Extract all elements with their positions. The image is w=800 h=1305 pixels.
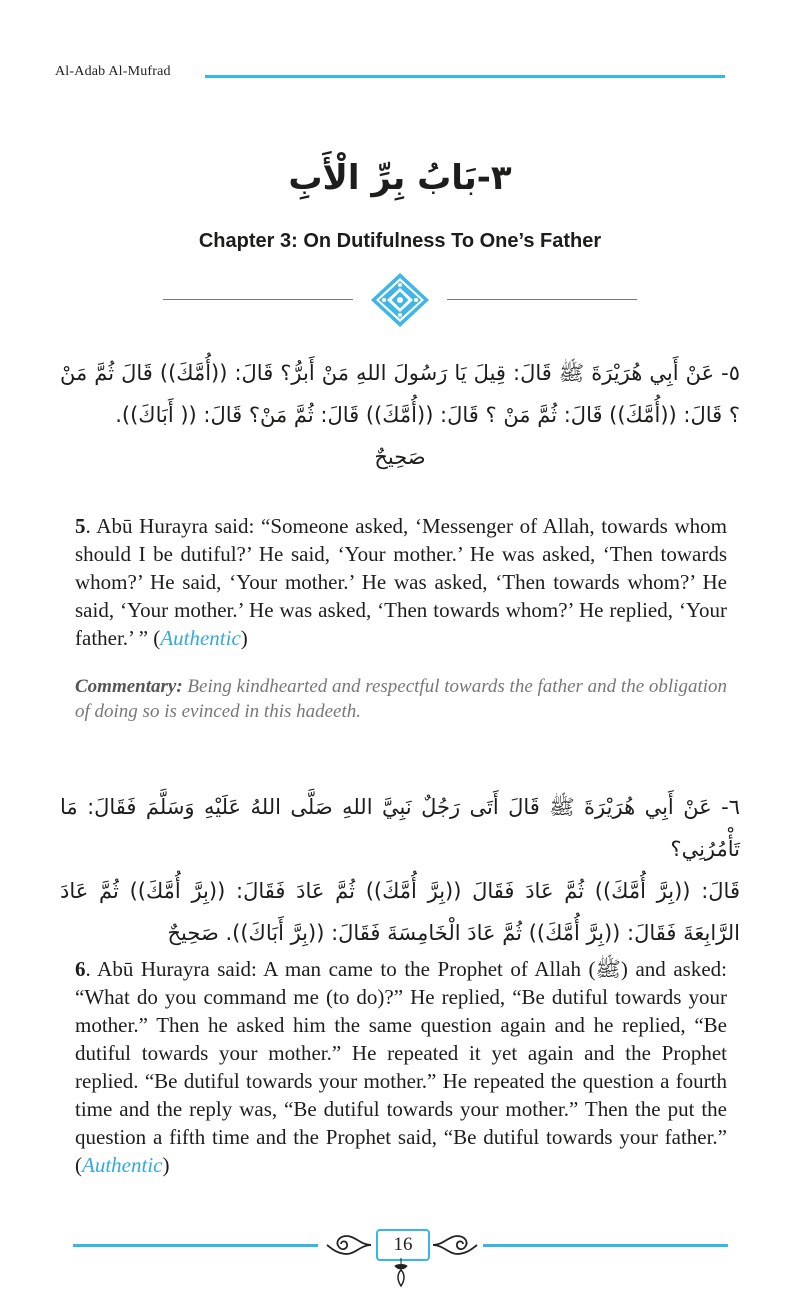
- close-paren: ): [240, 626, 248, 650]
- grade-label: Authentic: [160, 626, 241, 650]
- footer-line-right: [483, 1244, 728, 1247]
- arabic-line: ٦- عَنْ أَبِي هُرَيْرَةَ ﷺ قَالَ أَتَى رَجُلٌ نَبِيَّ اللهِ صَلَّى اللهُ عَلَيْهِ وَسَلَّمَ فَقَالَ: مَا تَأْمُرُنِي؟: [60, 795, 740, 861]
- page-header: [55, 60, 725, 90]
- arabic-line: الرَّابِعَةَ فَقَالَ: ((بِرَّ أُمَّكَ)) ثُمَّ عَادَ الْخَامِسَةَ فَقَالَ: ((بِرَّ أَبَاكَ)). صَحِيحٌ: [167, 921, 740, 945]
- flourish-right-icon: [431, 1228, 479, 1262]
- commentary-text: Being kindhearted and respectful towards the father and the obligation of doing so is evinced in this hadeeth.: [75, 676, 727, 722]
- hadith-text: . Abū Hurayra said: A man came to the Prophet of Allah (ﷺ) and asked: “What do you command me (to do)?” He replied, “Be dutiful towards your mother.” Then he asked him the same question again and he replied, “Be dutiful towards your mother.” He repeated it yet again and the Prophet replied. “Be dutiful towards your mother.” He repeated the question a fourth time and the reply was, “Be dutiful towards your mother.” Then the put the question a fifth time and the Prophet said, “Be dutiful towards your father.” (: [75, 957, 727, 1177]
- diamond-ornament-icon: [370, 272, 430, 328]
- finial-ornament-icon: [391, 1258, 411, 1288]
- arabic-line: ٥- عَنْ أَبِي هُرَيْرَةَ ﷺ قَالَ: قِيلَ يَا رَسُولَ اللهِ مَنْ أَبرُّ؟ قَالَ: ((أُمَّكَ)) قَالَ ثُمَّ مَنْ: [60, 361, 740, 385]
- flourish-left-icon: [325, 1228, 373, 1262]
- hadith-number: 5: [75, 514, 86, 538]
- hadith-5-english: [75, 512, 727, 652]
- english-chapter-title: Chapter 3: On Dutifulness To One’s Father: [198, 230, 602, 252]
- running-title: Al-Adab Al-Mufrad: [55, 64, 171, 79]
- hadith-5-arabic: [60, 352, 740, 478]
- hadith-6-arabic: [60, 786, 740, 954]
- chapter-divider: [163, 270, 637, 330]
- commentary-label: Commentary: [75, 676, 177, 697]
- commentary: [75, 674, 727, 724]
- grade-label: Authentic: [82, 1153, 163, 1177]
- hadith-number: 6: [75, 957, 86, 981]
- commentary-colon: :: [176, 676, 183, 697]
- close-paren: ): [162, 1153, 170, 1177]
- arabic-grade: صَحِيحٌ: [374, 445, 426, 469]
- arabic-line: قَالَ: ((بِرَّ أُمَّكَ)) ثُمَّ عَادَ فَقَالَ ((بِرَّ أُمَّكَ)) ثُمَّ عَادَ فَقَالَ: ((بِرَّ أُمَّكَ)) ثُمَّ عَادَ: [60, 879, 740, 903]
- divider-line-left: [163, 299, 353, 300]
- hadith-6-english: [75, 955, 727, 1179]
- page-footer: [73, 1228, 728, 1288]
- arabic-chapter-title: ٣-بَابُ بِرِّ الْأَبِ: [288, 158, 512, 198]
- page-number: 16: [376, 1229, 430, 1261]
- hadith-text: . Abū Hurayra said: “Someone asked, ‘Messenger of Allah, towards whom should I be dutiful?’ He said, ‘Your mother.’ He was asked, ‘Then towards whom?’ He said, ‘Your mother.’ He was asked, ‘Then towards whom?’ He said, ‘Your mother.’ He was asked, ‘Then towards whom?’ He replied, ‘Your father.’ ” (: [75, 514, 727, 650]
- footer-line-left: [73, 1244, 318, 1247]
- arabic-line: ؟ قَالَ: ((أُمَّكَ)) قَالَ: ثُمَّ مَنْ ؟ قَالَ: ((أُمَّكَ)) قَالَ: ثُمَّ مَنْ؟ قَالَ: (( أَبَاكَ)).: [115, 403, 740, 427]
- header-rule: [205, 75, 725, 78]
- divider-line-right: [447, 299, 637, 300]
